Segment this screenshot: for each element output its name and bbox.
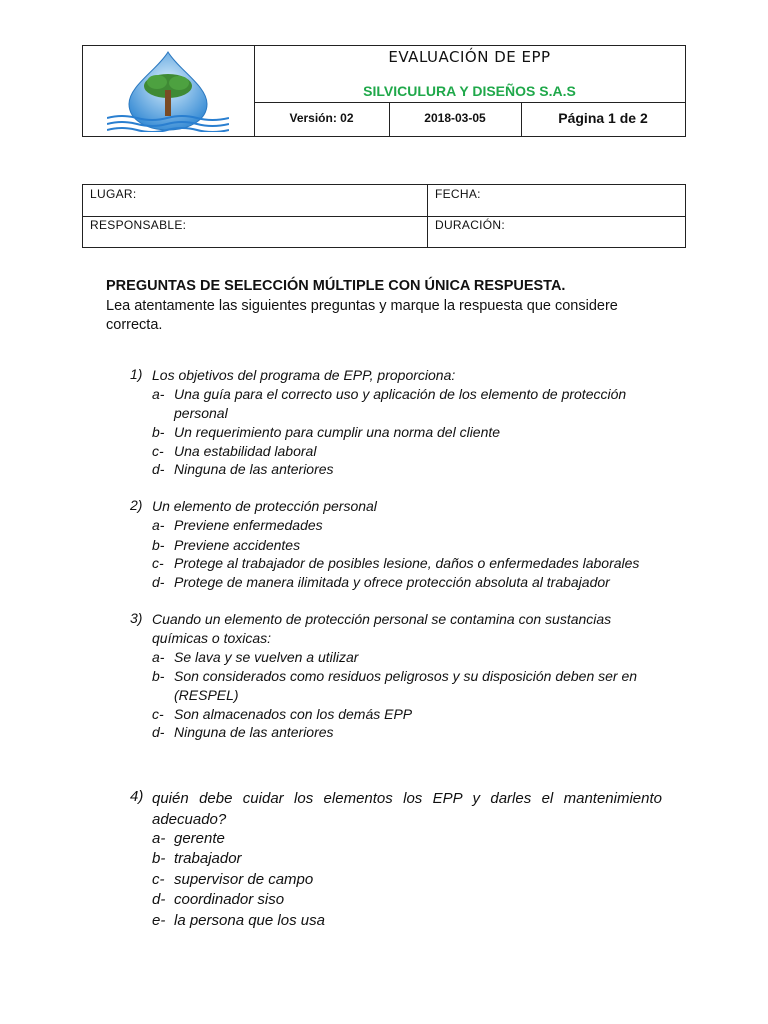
option-letter: a- — [152, 649, 165, 665]
option-text: Son almacenados con los demás EPP — [174, 706, 413, 722]
option-letter: b- — [152, 537, 165, 553]
question-number: 1) — [130, 366, 143, 382]
option-text: Se lava y se vuelven a utilizar — [174, 649, 359, 665]
option-text: Ninguna de las anteriores — [174, 461, 334, 477]
info-table — [82, 184, 686, 248]
date: 2018-03-05 — [389, 102, 522, 136]
option-text: Protege al trabajador de posibles lesione, daños o enfermedades laborales — [174, 555, 640, 571]
document-title: EVALUACIÓN DE EPP — [388, 48, 551, 66]
info-row — [83, 216, 685, 247]
instructions-text: Lea atentamente las siguientes preguntas y marque la respuesta que considere correcta. — [106, 298, 618, 333]
tree-in-water-drop-logo — [107, 50, 229, 132]
option-text: trabajador — [174, 850, 242, 867]
option-text: supervisor de campo — [174, 871, 314, 888]
question-text: Un elemento de protección personal — [152, 498, 377, 514]
document-header — [82, 45, 686, 137]
option-text: Previene enfermedades — [174, 517, 323, 533]
option-text: Ninguna de las anteriores — [174, 724, 334, 740]
option-text: Son considerados como residuos peligrosos y su disposición deben ser en (RESPEL) — [174, 668, 638, 703]
option-text: coordinador siso — [174, 891, 285, 908]
option-letter: d- — [152, 724, 165, 740]
question-text: Cuando un elemento de protección personal se contamina con sustancias químicas o toxicas: — [152, 611, 612, 646]
option-letter: c- — [152, 706, 164, 722]
meta-row — [254, 102, 685, 136]
option-letter: e- — [152, 912, 166, 929]
option-text: Previene accidentes — [174, 537, 301, 553]
option-text: gerente — [174, 830, 225, 847]
option-text: Protege de manera ilimitada y ofrece protección absoluta al trabajador — [174, 574, 610, 590]
question-number: 3) — [130, 610, 143, 626]
instructions-heading: PREGUNTAS DE SELECCIÓN MÚLTIPLE CON ÚNICA RESPUESTA. — [106, 278, 566, 294]
company-name: SILVICULURA Y DISEÑOS S.A.S — [363, 83, 576, 99]
option-letter: d- — [152, 891, 166, 908]
option-letter: c- — [152, 871, 165, 888]
option-text: Una guía para el correcto uso y aplicación de los elemento de protección personal — [174, 386, 627, 421]
responsable-field[interactable]: RESPONSABLE: — [83, 216, 428, 247]
lugar-field[interactable]: LUGAR: — [83, 185, 428, 216]
question-number: 4) — [130, 788, 144, 805]
option-letter: a- — [152, 386, 165, 402]
question-text: quién debe cuidar los elementos los EPP y darles el mantenimiento adecuado? — [152, 790, 662, 828]
info-row — [83, 185, 685, 217]
option-text: Una estabilidad laboral — [174, 443, 317, 459]
option-letter: c- — [152, 555, 164, 571]
option-letter: b- — [152, 668, 165, 684]
option-text: la persona que los usa — [174, 912, 325, 929]
option-letter: a- — [152, 830, 166, 847]
option-letter: d- — [152, 574, 165, 590]
option-letter: b- — [152, 850, 166, 867]
option-letter: a- — [152, 517, 165, 533]
option-letter: b- — [152, 424, 165, 440]
fecha-field[interactable]: FECHA: — [435, 187, 481, 201]
option-letter: d- — [152, 461, 165, 477]
question-number: 2) — [130, 497, 143, 513]
duracion-field[interactable]: DURACIÓN: — [435, 218, 506, 232]
option-text: Un requerimiento para cumplir una norma del cliente — [174, 424, 501, 440]
version: Versión: 02 — [254, 102, 390, 136]
title-cell — [254, 46, 685, 103]
page-number: Página 1 de 2 — [558, 110, 648, 126]
option-letter: c- — [152, 443, 164, 459]
logo-cell — [83, 46, 255, 136]
question-text: Los objetivos del programa de EPP, proporciona: — [152, 367, 456, 383]
